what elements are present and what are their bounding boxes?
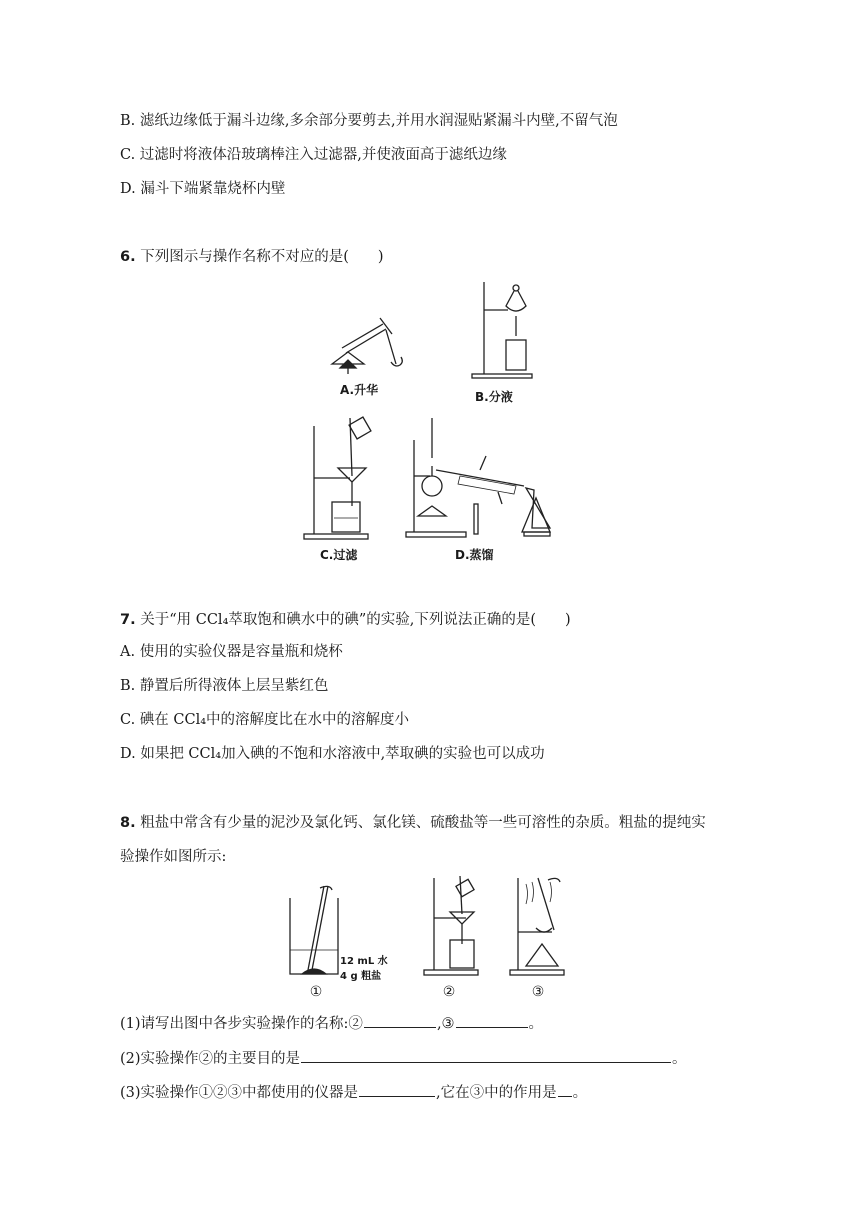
q8-part-2-end: 。	[672, 1051, 687, 1067]
q6-figure-d-distillation	[404, 418, 554, 538]
q8-part-3	[120, 1082, 587, 1103]
q8-part-2	[120, 1048, 687, 1069]
q6-caption-d: D.蒸馏	[455, 548, 494, 562]
q8-label-salt: 4 g 粗盐	[340, 971, 382, 982]
q8-step-2: ②	[442, 984, 456, 1000]
q5-option-c: C. 过滤时将液体沿玻璃棒注入过滤器,并使液面高于滤纸边缘	[120, 147, 507, 163]
q8-stem-line1	[120, 813, 706, 833]
q8-part-3-end: 。	[572, 1085, 588, 1101]
q8-answer-blank-purpose[interactable]	[301, 1048, 671, 1063]
q8-part-1-prefix: (1)请写出图中各步实验操作的名称:②	[120, 1016, 363, 1032]
q6-figure-a-sublimation	[328, 312, 408, 378]
q7-option-d: D. 如果把 CCl₄加入碘的不饱和水溶液中,萃取碘的实验也可以成功	[120, 746, 545, 762]
q8-number: 8.	[120, 815, 136, 831]
q8-stem-text: 粗盐中常含有少量的泥沙及氯化钙、氯化镁、硫酸盐等一些可溶性的杂质。粗盐的提纯实	[140, 815, 706, 831]
q8-answer-blank-role[interactable]	[558, 1082, 572, 1097]
q8-part-1-end: 。	[528, 1016, 544, 1032]
q8-part-1-mid: ,③	[436, 1016, 455, 1032]
q7-option-a: A. 使用的实验仪器是容量瓶和烧杯	[120, 644, 343, 660]
q7-stem-text: 关于“用 CCl₄萃取饱和碘水中的碘”的实验,下列说法正确的是( )	[140, 612, 571, 628]
q8-stem-line2: 验操作如图所示:	[120, 849, 227, 865]
q8-part-3-mid: ,它在③中的作用是	[436, 1085, 557, 1101]
q6-caption-a: A.升华	[340, 383, 379, 397]
q8-answer-blank-3[interactable]	[456, 1013, 528, 1028]
q8-part-3-prefix: (3)实验操作①②③中都使用的仪器是	[120, 1085, 359, 1101]
q8-step-1: ①	[309, 984, 323, 1000]
q8-part-1	[120, 1013, 543, 1034]
q6-number: 6.	[120, 249, 136, 265]
q8-figure-1-dissolving	[286, 878, 346, 978]
q7-option-c: C. 碘在 CCl₄中的溶解度比在水中的溶解度小	[120, 712, 410, 728]
q7-stem	[120, 610, 571, 630]
q6-figure-b-separation	[470, 280, 540, 380]
q7-number: 7.	[120, 612, 136, 628]
q6-stem-text: 下列图示与操作名称不对应的是( )	[140, 249, 384, 265]
q8-step-3: ③	[531, 984, 545, 1000]
q8-answer-blank-instrument[interactable]	[359, 1082, 435, 1097]
q6-caption-c: C.过滤	[320, 548, 358, 562]
q7-option-b: B. 静置后所得液体上层呈紫红色	[120, 678, 329, 694]
q6-caption-b: B.分液	[475, 390, 513, 404]
q8-figure-3-evaporation	[508, 874, 568, 978]
q8-figure-2-filtration	[422, 874, 482, 978]
q5-option-d: D. 漏斗下端紧靠烧杯内壁	[120, 181, 286, 197]
q5-option-b: B. 滤纸边缘低于漏斗边缘,多余部分要剪去,并用水润湿贴紧漏斗内壁,不留气泡	[120, 113, 618, 129]
q6-figure-c-filtration	[302, 416, 372, 540]
q8-part-2-prefix: (2)实验操作②的主要目的是	[120, 1051, 301, 1067]
q8-label-water: 12 mL 水	[340, 956, 388, 967]
q8-answer-blank-2[interactable]	[364, 1013, 436, 1028]
q6-stem	[120, 247, 384, 267]
